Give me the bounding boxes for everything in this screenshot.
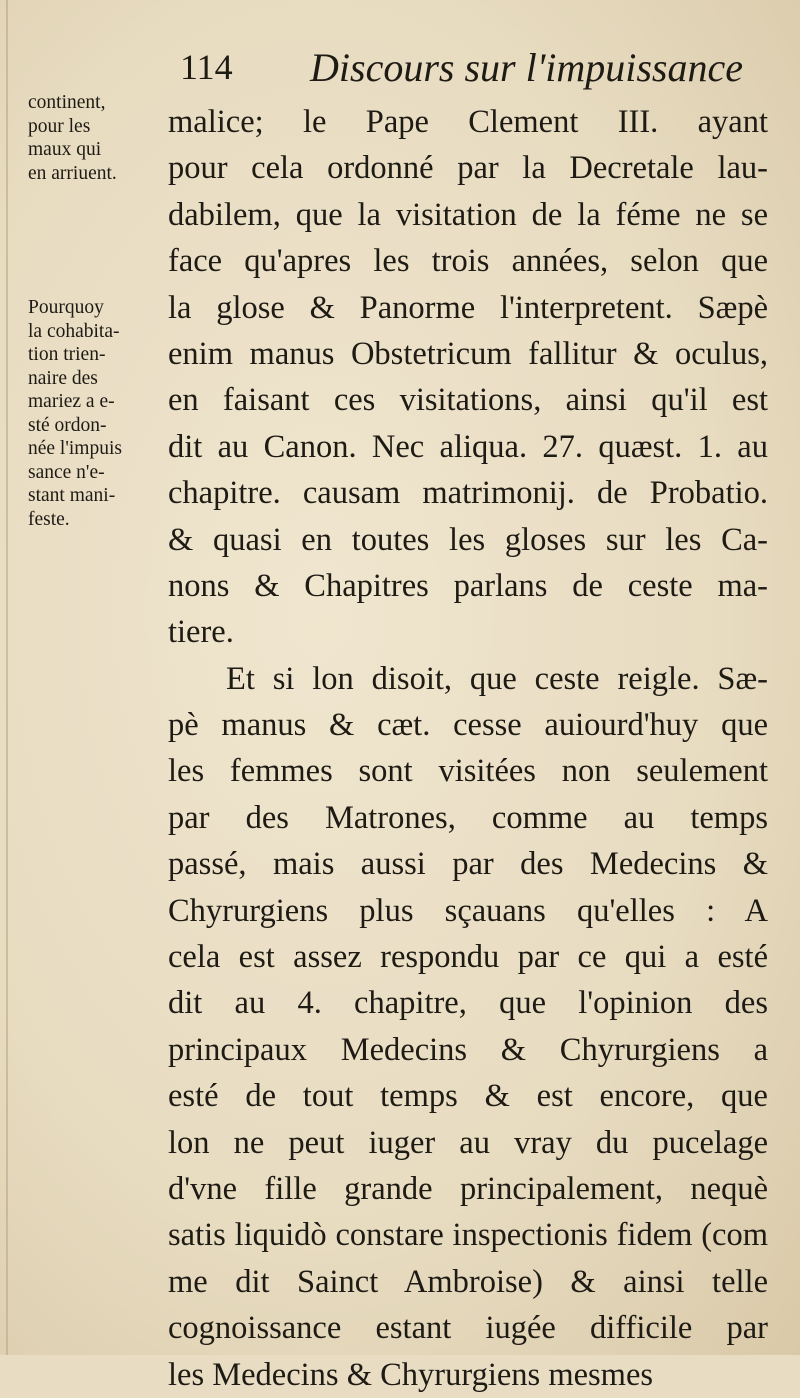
text-line: dit au 4. chapitre, que l'opinion des <box>168 985 768 1022</box>
text-line: malice; le Pape Clement III. ayant <box>168 104 768 140</box>
text-line: chapitre. causam matrimonij. de Probatio. <box>168 475 768 512</box>
margin-note-line: Pourquoy <box>28 297 104 318</box>
text-line: satis liquidò constare inspectionis fidem (com <box>168 1217 768 1254</box>
text-line: face qu'apres les trois années, selon que <box>168 243 768 280</box>
text-line: me dit Sainct Ambroise) & ainsi telle <box>168 1263 768 1300</box>
margin-note-line: feste. <box>28 508 70 530</box>
margin-note-line: la cohabita- <box>28 320 120 342</box>
margin-note-line: sté ordon- <box>28 414 107 436</box>
text-line: par des Matrones, comme au temps <box>168 799 768 836</box>
text-line: nons & Chapitres parlans de ceste ma- <box>168 567 768 604</box>
text-line: dabilem, que la visitation de la féme ne se <box>168 196 768 233</box>
text-line: Chyrurgiens plus sçauans qu'elles : A <box>168 892 768 929</box>
text-line: dit au Canon. Nec aliqua. 27. quæst. 1. au <box>168 428 768 465</box>
margin-note-line: naire des <box>28 367 98 389</box>
text-line: tiere. <box>168 614 234 651</box>
text-line: & quasi en toutes les gloses sur les Ca- <box>168 521 768 558</box>
margin-note-line: continent, <box>28 92 106 113</box>
body-text <box>168 99 768 1398</box>
text-line: la glose & Panorme l'interpretent. Sæpè <box>168 289 768 326</box>
text-line: cognoissance estant iugée difficile par <box>168 1310 768 1347</box>
text-line: d'vne fille grande principalement, nequè <box>168 1170 768 1207</box>
margin-note-line: pour les <box>28 115 91 137</box>
margin-note-line: tion trien- <box>28 344 106 365</box>
text-line: principaux Medecins & Chyrurgiens a <box>168 1031 768 1068</box>
margin-note-line: maux qui <box>28 139 102 160</box>
margin-note-line: mariez a e- <box>28 391 115 412</box>
text-line: esté de tout temps & est encore, que <box>168 1078 768 1115</box>
margin-note-line: sance n'e- <box>28 461 105 483</box>
margin-note-1 <box>28 91 156 185</box>
margin-note-2 <box>28 296 156 531</box>
text-line: Et si lon disoit, que ceste reigle. Sæ- <box>226 660 768 697</box>
page-number: 114 <box>180 47 233 87</box>
text-line: pour cela ordonné par la Decretale lau- <box>168 150 768 187</box>
gutter-edge <box>6 0 8 1355</box>
text-line: les femmes sont visitées non seulement <box>168 753 768 790</box>
text-line: en faisant ces visitations, ainsi qu'il est <box>168 382 768 419</box>
running-title: Discours sur l'impuissance <box>310 45 744 90</box>
text-line: passé, mais aussi par des Medecins & <box>168 846 768 883</box>
margin-note-line: née l'impuis <box>28 438 122 459</box>
text-line: lon ne peut iuger au vray du pucelage <box>168 1124 768 1161</box>
margin-note-line: en arriuent. <box>28 162 117 184</box>
margin-note-line: stant mani- <box>28 485 116 506</box>
text-line: les Medecins & Chyrurgiens mesmes <box>168 1356 654 1393</box>
text-line: cela est assez respondu par ce qui a esté <box>168 939 768 976</box>
text-line: pè manus & cæt. cesse auiourd'huy que <box>168 707 768 744</box>
page-header <box>180 44 760 92</box>
text-line: enim manus Obstetricum fallitur & oculus, <box>168 335 768 372</box>
